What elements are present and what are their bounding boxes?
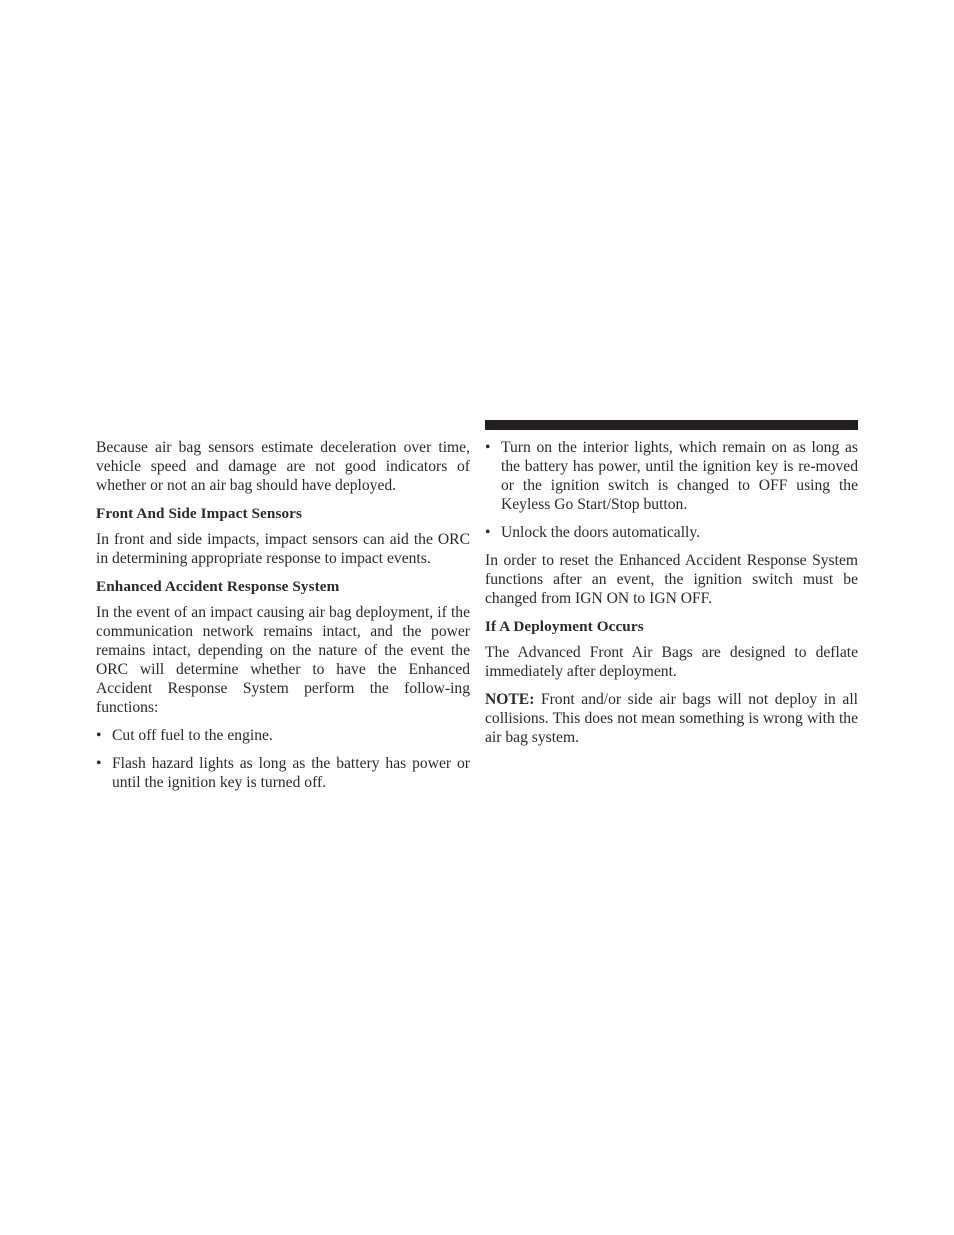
list-item-text: Unlock the doors automatically.: [501, 524, 701, 541]
reset-instructions-paragraph: In order to reset the Enhanced Accident Response System functions after an event, the ignition switch must be changed from IGN ON to IGN OFF.: [485, 552, 858, 607]
front-side-impact-sensors-paragraph: In front and side impacts, impact sensors can aid the ORC in determining appropriate response to impact events.: [96, 531, 470, 567]
response-functions-list-continued: [485, 438, 858, 542]
intro-paragraph: Because air bag sensors estimate deceleration over time, vehicle speed and damage are not good indicators of whether or not an air bag should have deployed.: [96, 439, 470, 494]
section-header-bar: [485, 420, 858, 430]
note-label: NOTE:: [485, 691, 535, 708]
response-functions-list: [96, 726, 470, 792]
enhanced-accident-response-paragraph: In the event of an impact causing air bag deployment, if the communication network remains intact, and the power remains intact, depending on the nature of the event the ORC will determine whether to have the Enhanced Accident Response System perform the follow-ing functions:: [96, 604, 470, 716]
list-item-text: Flash hazard lights as long as the battery has power or until the ignition key is turned off.: [112, 755, 470, 791]
list-item: [96, 754, 470, 792]
list-item: [485, 523, 858, 542]
note-paragraph: [485, 690, 858, 747]
front-side-impact-sensors-heading: Front And Side Impact Sensors: [96, 505, 302, 522]
bullet-icon: •: [96, 727, 102, 744]
bullet-icon: •: [96, 755, 102, 772]
left-column: [96, 438, 470, 801]
if-deployment-occurs-paragraph: The Advanced Front Air Bags are designed to deflate immediately after deployment.: [485, 644, 858, 680]
list-item-text: Cut off fuel to the engine.: [112, 727, 273, 744]
right-column: [485, 438, 858, 756]
note-text: Front and/or side air bags will not deploy in all collisions. This does not mean something is wrong with the air bag system.: [485, 691, 858, 746]
list-item: [485, 438, 858, 514]
bullet-icon: •: [485, 524, 491, 541]
enhanced-accident-response-heading: Enhanced Accident Response System: [96, 578, 340, 595]
list-item: [96, 726, 470, 745]
bullet-icon: •: [485, 439, 491, 456]
list-item-text: Turn on the interior lights, which remain on as long as the battery has power, until the ignition key is re-moved or the ignition switch is changed to OFF using the Keyless Go Start/Stop button.: [501, 439, 858, 513]
if-deployment-occurs-heading: If A Deployment Occurs: [485, 618, 644, 635]
